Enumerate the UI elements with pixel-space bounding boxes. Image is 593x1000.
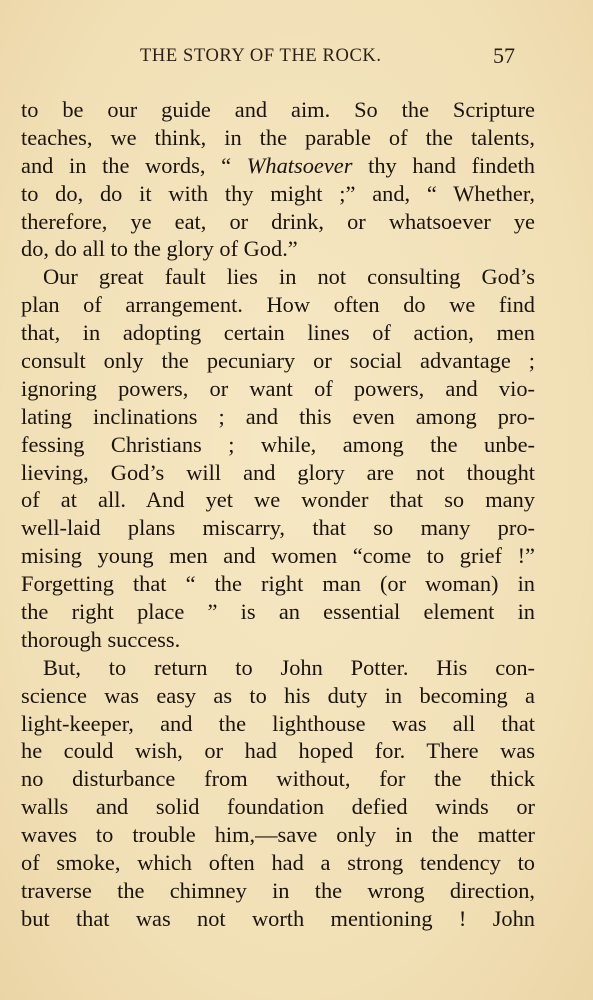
text-line: mising young men and women “come to grief !”	[21, 543, 535, 569]
body-text	[21, 96, 535, 933]
text-line: walls and solid foundation defied winds or	[21, 794, 535, 820]
text-line: plan of arrangement. How often do we find	[21, 292, 535, 318]
text-line: no disturbance from without, for the thick	[21, 766, 535, 792]
text-line: but that was not worth mentioning ! John	[21, 905, 535, 931]
text-line: traverse the chimney in the wrong direction,	[21, 877, 535, 903]
text-line: Forgetting that “ the right man (or woman) in	[21, 571, 535, 597]
text-line	[21, 152, 535, 180]
text-line: to do, do it with thy might ;” and, “ Whether,	[21, 180, 535, 206]
running-title: THE STORY OF THE ROCK.	[140, 46, 382, 66]
text-line: that, in adopting certain lines of action, men	[21, 320, 535, 346]
text-line: But, to return to John Potter. His con-	[43, 654, 535, 680]
text-line: do, do all to the glory of God.”	[21, 236, 298, 262]
italic-word: Whatsoever	[246, 152, 353, 178]
text-line: of at all. And yet we wonder that so many	[21, 487, 535, 513]
text-line: teaches, we think, in the parable of the talents,	[21, 124, 535, 150]
text-line: to be our guide and aim. So the Scripture	[21, 97, 535, 122]
running-header	[0, 44, 593, 74]
text-line: well-laid plans miscarry, that so many pro-	[21, 515, 535, 541]
text-line: Our great fault lies in not consulting God’s	[43, 264, 535, 290]
text-line: lieving, God’s will and glory are not thought	[21, 459, 535, 485]
text-line: fessing Christians ; while, among the unbe-	[21, 431, 535, 457]
page-number: 57	[493, 43, 515, 68]
text-line: of smoke, which often had a strong tendency to	[21, 850, 535, 876]
text-line: he could wish, or had hoped for. There was	[21, 738, 535, 764]
text-fragment: thy hand findeth	[352, 152, 535, 178]
text-line: science was easy as to his duty in becoming a	[21, 682, 535, 708]
text-line: ignoring powers, or want of powers, and vio-	[21, 375, 535, 401]
text-line: consult only the pecuniary or social advantage ;	[21, 348, 535, 374]
text-line: light-keeper, and the lighthouse was all that	[21, 710, 535, 736]
text-fragment: and in the words, “	[21, 152, 247, 178]
text-line: lating inclinations ; and this even among pro-	[21, 403, 535, 429]
text-line: thorough success.	[21, 626, 181, 652]
text-line: waves to trouble him,—save only in the matter	[21, 822, 535, 848]
text-line: therefore, ye eat, or drink, or whatsoever ye	[21, 208, 535, 234]
text-line: the right place ” is an essential element in	[21, 599, 535, 625]
